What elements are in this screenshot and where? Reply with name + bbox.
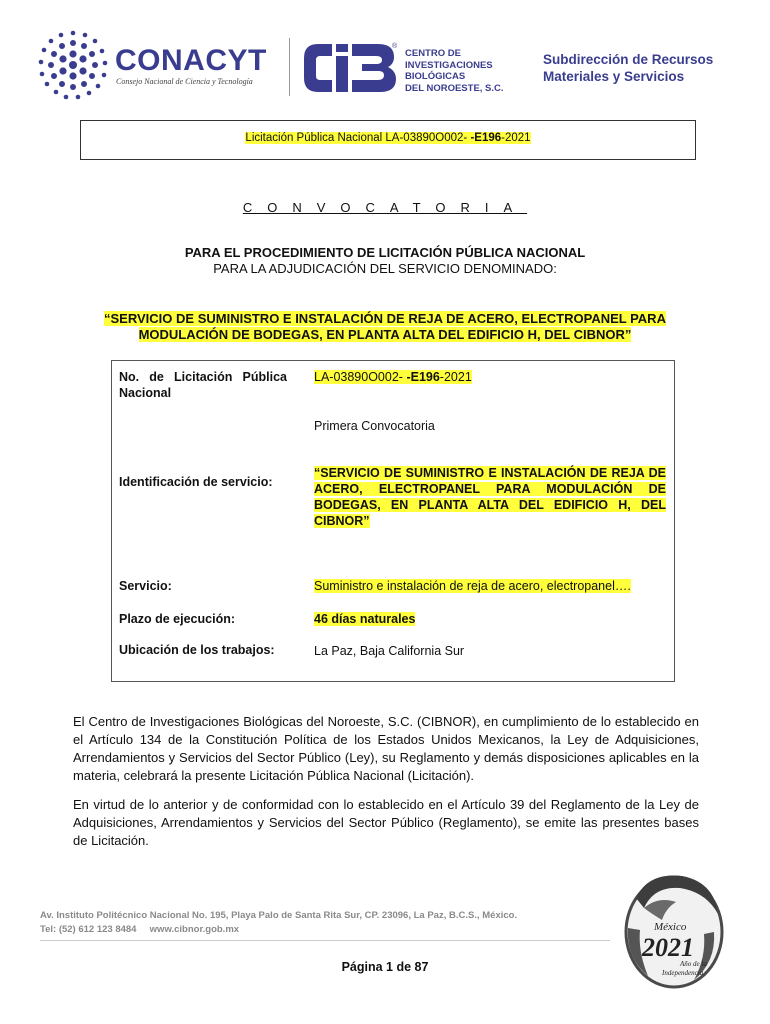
cib-logo-icon	[302, 40, 400, 96]
mexico-2021-seal-icon	[618, 868, 726, 990]
licitacion-info-table	[111, 360, 675, 682]
procedure-line1: PARA EL PROCEDIMIENTO DE LICITACIÓN PÚBLICA NACIONAL	[184, 245, 586, 260]
subdireccion-line2: Materiales y Servicios	[543, 69, 685, 84]
row-ubicacion-label: Ubicación de los trabajos:	[119, 643, 275, 657]
page-number: Página 1 de 87	[341, 960, 429, 974]
row-identificacion-value-text: “SERVICIO DE SUMINISTRO E INSTALACIÓN DE REJA DE ACERO, ELECTROPANEL PARA MODULACIÓN DE BODEGAS, EN PLANTA ALTA DEL EDIFICIO H, DEL CIBNOR”	[314, 466, 666, 528]
seal-year-text: 2021	[642, 933, 694, 962]
row-identificacion-value	[314, 465, 666, 529]
row-servicio-label: Servicio:	[119, 579, 172, 593]
cib-line: INVESTIGACIONES	[405, 59, 493, 71]
page-header	[0, 0, 770, 110]
conacyt-subtitle: Consejo Nacional de Ciencia y Tecnología	[116, 77, 253, 86]
licitacion-title-code: -E196	[470, 132, 502, 144]
licitacion-title-box	[80, 120, 696, 160]
row-plazo-value-text: 46 días naturales	[314, 612, 416, 626]
seal-mexico-text: México	[654, 921, 687, 933]
row-licitacion-value-year: -2021	[439, 370, 472, 384]
cib-institution-name	[405, 48, 504, 94]
seal-sub1-text: Año de la	[680, 960, 707, 968]
row-servicio-value-text: Suministro e instalación de reja de acero, electropanel….	[314, 579, 631, 593]
service-title	[80, 311, 690, 343]
service-title-text: “SERVICIO DE SUMINISTRO E INSTALACIÓN DE REJA DE ACERO, ELECTROPANEL PARA MODULACIÓN DE BODEGAS, EN PLANTA ALTA DEL EDIFICIO H, DEL CIBNOR”	[104, 311, 666, 342]
subdireccion-line1: Subdirección de Recursos	[543, 52, 714, 67]
convocatoria-heading	[0, 200, 770, 215]
row-servicio-value	[314, 578, 666, 594]
procedure-line2: PARA LA ADJUDICACIÓN DEL SERVICIO DENOMINADO:	[213, 261, 557, 276]
licitacion-title	[81, 132, 695, 144]
row-licitacion-value-code: -E196	[406, 370, 440, 384]
row-licitacion-label-text: No. de Licitación Pública Nacional	[119, 370, 287, 400]
licitacion-title-prefix: Licitación Pública Nacional LA-03890O002-	[245, 132, 471, 144]
row-plazo-value	[314, 611, 666, 627]
licitacion-title-year: -2021	[501, 132, 531, 144]
footer-divider	[40, 940, 610, 941]
conacyt-name: CONACYT	[115, 44, 267, 77]
seal-sub2-text: Independencia	[662, 969, 704, 977]
cib-line: CENTRO DE	[405, 48, 461, 59]
row-licitacion-value	[314, 369, 666, 385]
svg-text:®: ®	[392, 43, 398, 50]
header-divider	[289, 38, 290, 96]
convocatoria-text: CONVOCATORIA	[242, 200, 528, 215]
row-identificacion-label: Identificación de servicio:	[119, 475, 273, 489]
row-licitacion-label	[119, 369, 287, 401]
row-convocatoria-type: Primera Convocatoria	[314, 419, 435, 433]
footer-contact: Tel: (52) 612 123 8484 www.cibnor.gob.mx	[40, 924, 240, 935]
intro-paragraph: El Centro de Investigaciones Biológicas del Noroeste, S.C. (CIBNOR), en cumplimiento de lo establecido en el Artículo 134 de la Constitución Política de los Estados Unidos Mexicanos, la Ley de Adquisiciones, Arrendamientos y Servicios del Sector Público (Ley), su Reglamento y demás disposiciones aplicables en la materia, celebrará la presente Licitación Pública Nacional (Licitación).	[73, 714, 699, 783]
row-plazo-label: Plazo de ejecución:	[119, 612, 236, 626]
bases-paragraph: En virtud de lo anterior y de conformidad con lo establecido en el Artículo 39 del Reglamento de la Ley de Adquisiciones, Arrendamientos y Servicios del Sector Público (Reglamento), se emite las presentes bases de Licitación.	[73, 797, 699, 848]
footer-address: Av. Instituto Politécnico Nacional No. 195, Playa Palo de Santa Rita Sur, CP. 23096, La Paz, B.C.S., México.	[40, 910, 518, 921]
row-ubicacion-value: La Paz, Baja California Sur	[314, 644, 465, 658]
cib-line: BIOLÓGICAS	[405, 71, 466, 82]
footer-address-block	[40, 909, 517, 937]
procedure-heading	[0, 245, 770, 277]
row-licitacion-value-prefix: LA-03890O002-	[314, 370, 407, 384]
conacyt-dots-logo-icon	[38, 30, 108, 100]
cib-line: DEL NOROESTE, S.C.	[405, 82, 504, 94]
subdireccion-title	[543, 51, 713, 85]
